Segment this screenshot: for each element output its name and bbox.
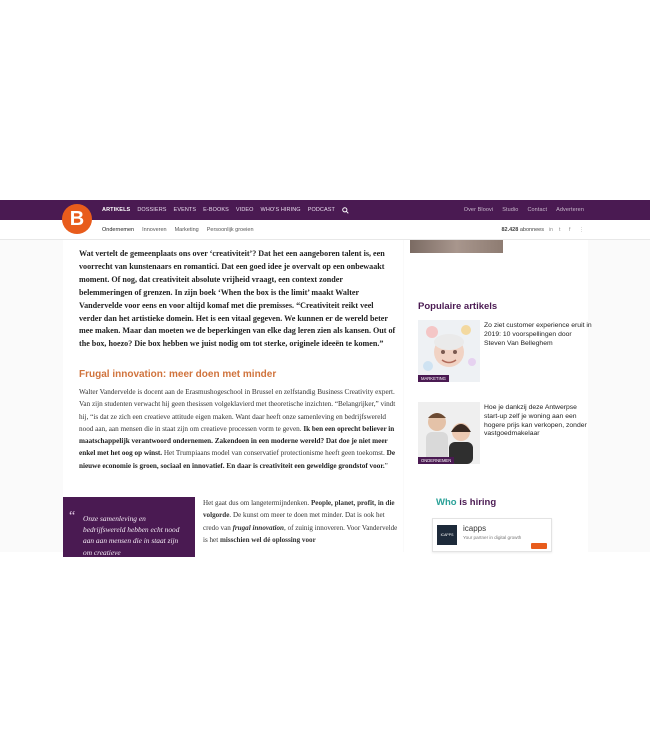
sidebar <box>404 240 592 552</box>
company-logo: ICAPPS <box>437 525 457 545</box>
linkedin-icon[interactable]: in <box>549 226 553 233</box>
paragraph-text: . De kunst om meer te doen met minder. Dat is ook het credo van <box>203 511 385 532</box>
paragraph-text: Voor Vandervelde is het <box>203 523 398 544</box>
nav-item-whos-hiring[interactable]: WHO'S HIRING <box>260 207 301 213</box>
more-icon[interactable]: ⋮ <box>579 226 584 233</box>
nav-link-over-bloovi[interactable]: Over Bloovi <box>463 207 494 213</box>
pull-quote <box>63 497 195 557</box>
nav-item-artikels[interactable]: ARTIKELS <box>102 207 131 213</box>
nav-item-ebooks[interactable]: E-BOOKS <box>203 207 229 213</box>
main-menu <box>102 200 349 220</box>
nav-item-dossiers[interactable]: DOSSIERS <box>137 207 167 213</box>
subscriber-number: 82.428 <box>501 227 519 233</box>
quote-icon: “ <box>69 509 76 524</box>
sidebar-banner-image[interactable] <box>410 240 503 253</box>
sub-nav <box>0 220 650 240</box>
paragraph-text: Walter Vandervelde is docent aan de Erasmushogeschool in Brussel en zelfstandig Business Creativity expert. Van zijn studenten verwacht hij geen thesissen volgeklavierd met theoretische inzichten. “Belangrijker,” vindt hij, “is dat ze zich een creatieve attitude eigen maken. Want daar heeft onze samenleving en bedrijfswereld nood aan, aan mensen die in staat zijn om creatieve processen vorm te geven. <box>79 388 396 433</box>
category-badge: ONDERNEMEN <box>418 457 454 464</box>
article-thumbnail[interactable] <box>418 320 480 382</box>
category-badge: MARKETING <box>418 375 449 382</box>
secondary-menu <box>464 200 584 220</box>
subnav-item-ondernemen[interactable]: Ondernemen <box>102 227 135 233</box>
subnav-item-persoonlijk-groeien[interactable]: Persoonlijk groeien <box>206 227 254 233</box>
pull-quote-text: Onze samenleving en bedrijfswereld hebben echt nood aan aan mensen die in staat zijn om creatieve <box>83 514 180 557</box>
who-is-hiring-rest: is hiring <box>459 497 497 508</box>
subnav-item-marketing[interactable]: Marketing <box>174 227 199 233</box>
paragraph-emphasis: frugal innovation <box>232 523 285 532</box>
article-subheading: Frugal innovation: meer doen met minder <box>79 369 277 380</box>
popular-article-item[interactable] <box>418 320 592 382</box>
search-icon[interactable] <box>342 207 349 214</box>
paragraph-bold-text: misschien wel dé oplossing voor <box>219 535 316 544</box>
who-is-hiring-accent: Who <box>436 497 457 508</box>
nav-link-adverteren[interactable]: Adverteren <box>556 207 584 213</box>
nav-link-contact[interactable]: Contact <box>527 207 548 213</box>
job-card[interactable] <box>432 518 552 552</box>
top-nav <box>0 200 650 220</box>
company-tagline: Your partner in digital growth <box>463 535 522 540</box>
company-name[interactable]: icapps <box>463 524 487 533</box>
article-thumbnail[interactable] <box>418 402 480 464</box>
nav-item-podcast[interactable]: PODCAST <box>307 207 335 213</box>
bloovi-logo[interactable]: B <box>62 204 92 234</box>
popular-article-title[interactable]: Hoe je dankzij deze Antwerpse start-up zelf je woning aan een hogere prijs kan verkopen, zonder vastgoedmakelaar <box>484 404 587 438</box>
article-paragraph-2 <box>203 497 399 546</box>
article-paragraph <box>79 386 397 472</box>
category-menu <box>102 220 254 240</box>
article-body <box>63 240 403 557</box>
paragraph-text: Het Trumpiaans model van conservatief protectionisme heeft geen toekomst. <box>163 449 385 458</box>
nav-link-studio[interactable]: Studio <box>502 207 519 213</box>
popular-articles-title: Populaire artikels <box>418 301 498 312</box>
paragraph-text: ” <box>384 461 388 470</box>
browser-page <box>0 200 650 557</box>
jobs-button[interactable] <box>531 543 547 549</box>
popular-article-item[interactable] <box>418 402 588 464</box>
article-lead: Wat vertelt de gemeenplaats ons over ‘creativiteit’? Dat het een aangeboren talent is, een voorrecht van kunstenaars en romantici. Dat een goed idee je overvalt op een onbewaakt moment. Of nog, dat creativiteit absolute vrijheid vraagt, een context zonder belemmeringen of grenzen. In zijn boek ‘When the box is the limit’ maakt Walter Vandervelde voor eens en voor altijd komaf met die premisses. “Creativiteit reikt veel verder dan het artistieke domein. Het is een vitaal gegeven. We kunnen er de wereld beter mee maken. Maar dan moeten we de beperkingen van elke dag leren zien als kansen. Out of the box, hoezo? Die box hebben we juist nodig om tot sterke, originele ideeën te komen.” <box>79 249 396 349</box>
facebook-icon[interactable]: f <box>569 226 571 233</box>
subscriber-count <box>501 220 584 240</box>
who-is-hiring-title <box>436 497 496 508</box>
paragraph-text: , of zuinig innoveren. <box>284 523 345 532</box>
paragraph-bold-text: People, planet, profit, in die volgorde <box>203 499 395 520</box>
subnav-item-innoveren[interactable]: Innoveren <box>142 227 167 233</box>
twitter-icon[interactable]: t <box>559 226 561 233</box>
subscriber-label: abonnees <box>519 227 544 233</box>
paragraph-bold-text: De nieuwe economie is groen, sociaal en innovatief. En daar is creativiteit een geweldige grondstof voor. <box>79 449 396 470</box>
paragraph-bold-text: Ik ben een oprecht believer in maatschappelijk verantwoord ondernemen. Zakendoen in een moderne wereld? Dat doe je niet meer enkel met het oog op winst. <box>79 424 395 458</box>
nav-item-video[interactable]: VIDEO <box>235 207 254 213</box>
nav-item-events[interactable]: EVENTS <box>173 207 197 213</box>
paragraph-text: Het gaat dus om langetermijndenken. <box>203 499 310 507</box>
popular-article-title[interactable]: Zo ziet customer experience eruit in 2019: 10 voorspellingen door Steven Van Belleghem <box>484 322 592 347</box>
